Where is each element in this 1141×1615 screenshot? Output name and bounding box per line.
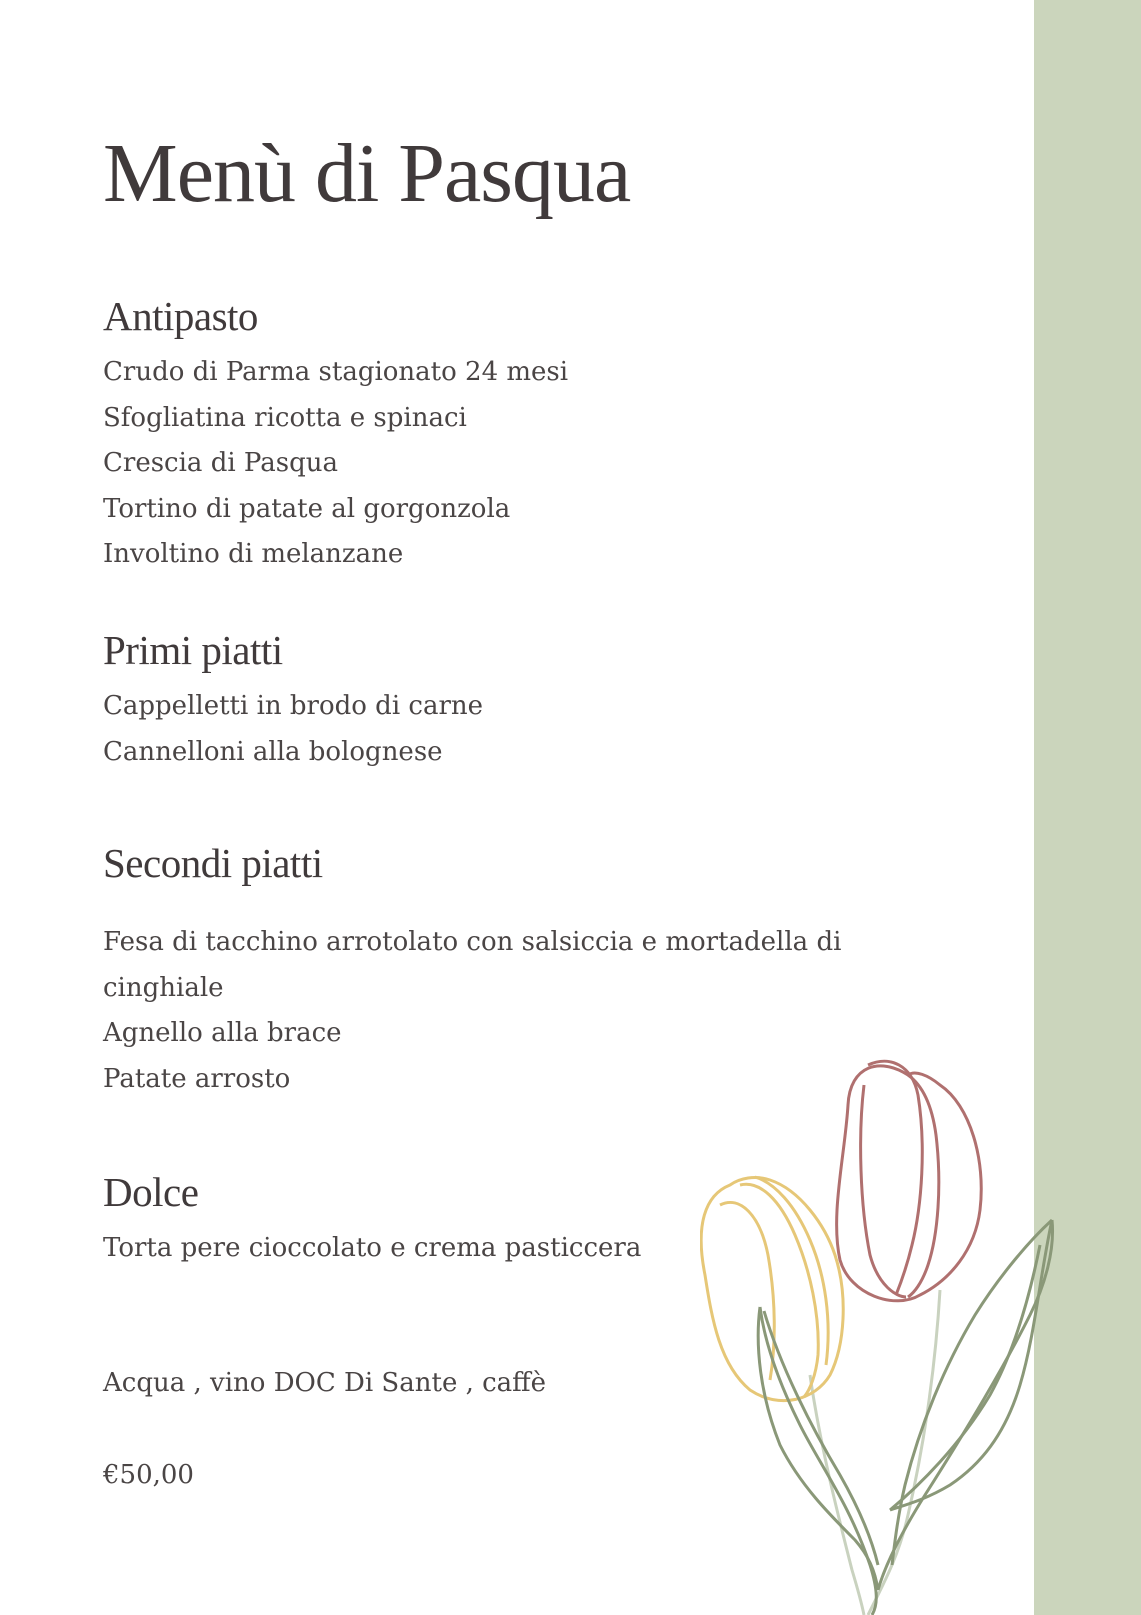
menu-item: Crudo di Parma stagionato 24 mesi	[103, 357, 569, 387]
antipasto-list	[103, 350, 568, 578]
menu-item: Cannelloni alla bolognese	[103, 736, 443, 767]
section-heading-secondi-piatti: Secondi piatti	[103, 840, 323, 886]
drinks-note: Acqua , vino DOC Di Sante , caffè	[103, 1368, 547, 1398]
menu-item: Patate arrosto	[103, 1063, 291, 1094]
section-heading-antipasto: Antipasto	[103, 293, 258, 339]
red-tulip-icon	[837, 1061, 982, 1301]
dolce-list	[103, 1226, 641, 1272]
section-heading-dolce: Dolce	[103, 1169, 199, 1215]
yellow-tulip-icon	[701, 1177, 843, 1401]
tulips-illustration	[700, 1045, 1100, 1615]
menu-item: Fesa di tacchino arrotolato con salsiccia e mortadella di cinghiale	[103, 927, 842, 1003]
menu-item: Agnello alla brace	[103, 1018, 342, 1048]
menu-item: Crescia di Pasqua	[103, 448, 338, 478]
section-heading-primi-piatti: Primi piatti	[103, 627, 283, 673]
menu-item: Tortino di patate al gorgonzola	[103, 493, 511, 524]
menu-item: Torta pere cioccolato e crema pasticcera	[103, 1233, 642, 1263]
primi-piatti-list	[103, 684, 483, 775]
price-label: €50,00	[103, 1460, 194, 1490]
menu-title: Menù di Pasqua	[103, 127, 631, 220]
tulip-stem-right	[868, 1290, 940, 1615]
tulip-stem-left	[810, 1375, 864, 1615]
leaves-icon	[758, 1220, 1052, 1615]
menu-item: Involtino di melanzane	[103, 539, 404, 569]
menu-item: Cappelletti in brodo di carne	[103, 691, 484, 721]
menu-item: Sfogliatina ricotta e spinaci	[103, 402, 467, 433]
